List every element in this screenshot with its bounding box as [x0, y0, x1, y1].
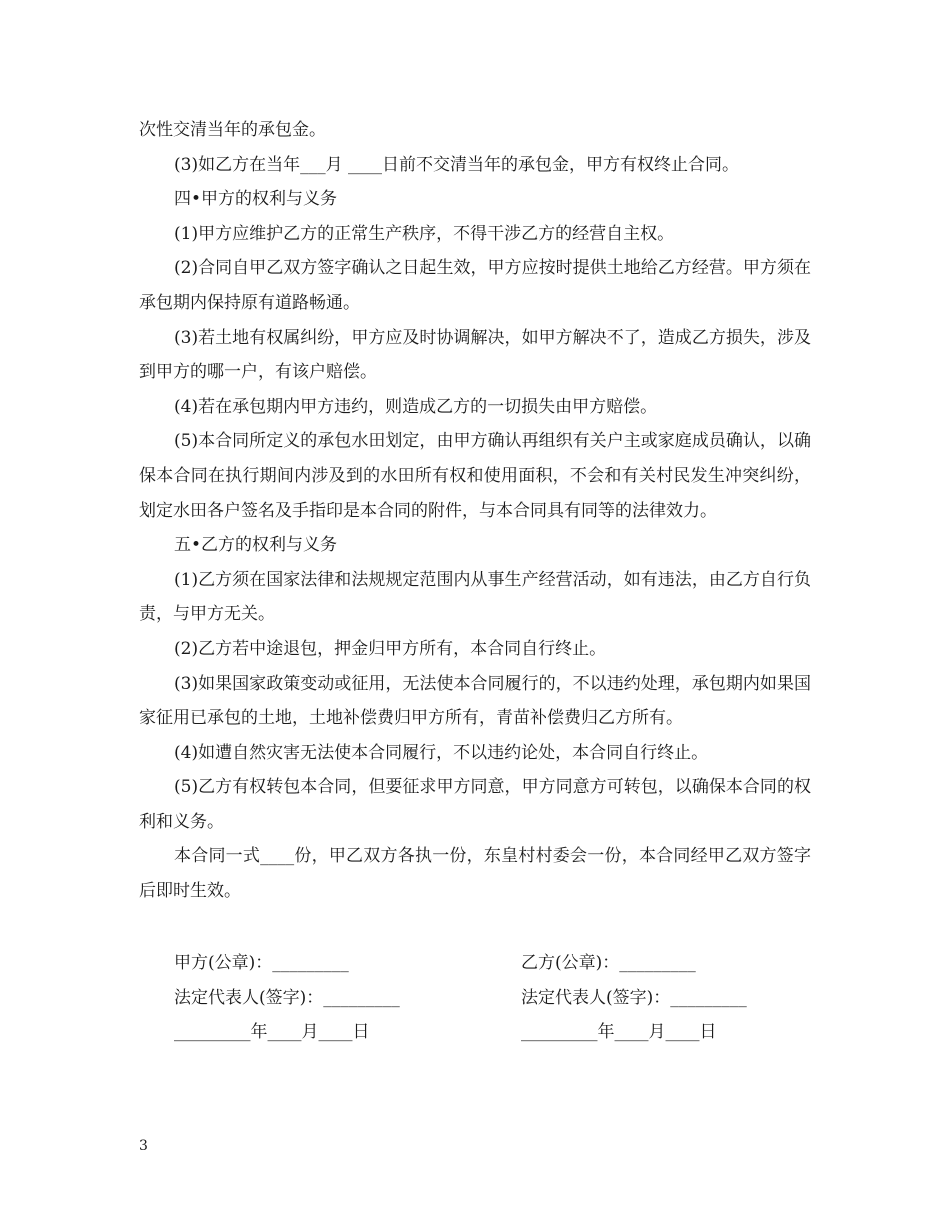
section-heading-party-b: 五•乙方的权利与义务: [174, 535, 338, 556]
paragraph-party-b-5: (5)乙方有权转包本合同，但要征求甲方同意，甲方同意方可转包，以确保本合同的权利和义务。: [139, 777, 811, 832]
signature-row-date: [174, 1015, 814, 1050]
signature-row-seal: [174, 946, 814, 981]
paragraph-party-a-3: (3)若土地有权属纠纷，甲方应及时协调解决，如甲方解决不了，造成乙方损失，涉及到甲方的哪一户，有该户赔偿。: [139, 327, 811, 383]
page-number: 3: [139, 1138, 148, 1154]
paragraph-copies-clause: 本合同一式____份，甲乙双方各执一份，东皇村村委会一份，本合同经甲乙双方签字后即时生效。: [139, 846, 811, 902]
paragraph-party-a-4: (4)若在承包期内甲方违约，则造成乙方的一切损失由甲方赔偿。: [174, 396, 658, 417]
paragraph-party-b-2: (2)乙方若中途退包，押金归甲方所有，本合同自行终止。: [174, 638, 607, 659]
party-b-representative-field: 法定代表人(签字)：_________: [521, 987, 747, 1008]
paragraph-party-a-1: (1)甲方应维护乙方的正常生产秩序，不得干涉乙方的经营自主权。: [174, 223, 675, 244]
party-a-seal-field: 甲方(公章)：_________: [174, 953, 349, 973]
paragraph-deadline-clause: (3)如乙方在当年___月 ____日前不交清当年的承包金，甲方有权终止合同。: [174, 154, 739, 175]
paragraph-party-b-3: (3)如果国家政策变动或征用，无法使本合同履行的，不以违约处理，承包期内如果国家征用已承包的土地，土地补偿费归甲方所有，青苗补偿费归乙方所有。: [139, 673, 811, 729]
party-a-representative-field: 法定代表人(签字)：_________: [174, 987, 400, 1008]
paragraph-party-b-1: (1)乙方须在国家法律和法规规定范围内从事生产经营活动，如有违法，由乙方自行负责，与甲方无关。: [139, 569, 811, 625]
party-b-seal-field: 乙方(公章)：_________: [521, 953, 696, 973]
contract-body: [139, 113, 811, 909]
paragraph-party-a-2: (2)合同自甲乙双方签字确认之日起生效，甲方应按时提供土地给乙方经营。甲方须在承包期内保持原有道路畅通。: [139, 258, 811, 313]
signature-block: [174, 946, 814, 1050]
section-heading-party-a: 四•甲方的权利与义务: [174, 189, 338, 210]
paragraph-continuation: 次性交清当年的承包金。: [139, 120, 326, 140]
party-b-date-field: _________年____月____日: [521, 1022, 717, 1043]
paragraph-party-b-4: (4)如遭自然灾害无法使本合同履行，不以违约论处，本合同自行终止。: [174, 742, 709, 763]
paragraph-party-a-5: (5)本合同所定义的承包水田划定，由甲方确认再组织有关户主或家庭成员确认，以确保本合同在执行期间内涉及到的水田所有权和使用面积，不会和有关村民发生冲突纠纷，划定水田各户签名及手指印是本合同的附件，与本合同具有同等的法律效力。: [139, 431, 811, 521]
signature-row-representative: [174, 981, 814, 1016]
party-a-date-field: _________年____月____日: [174, 1022, 370, 1043]
